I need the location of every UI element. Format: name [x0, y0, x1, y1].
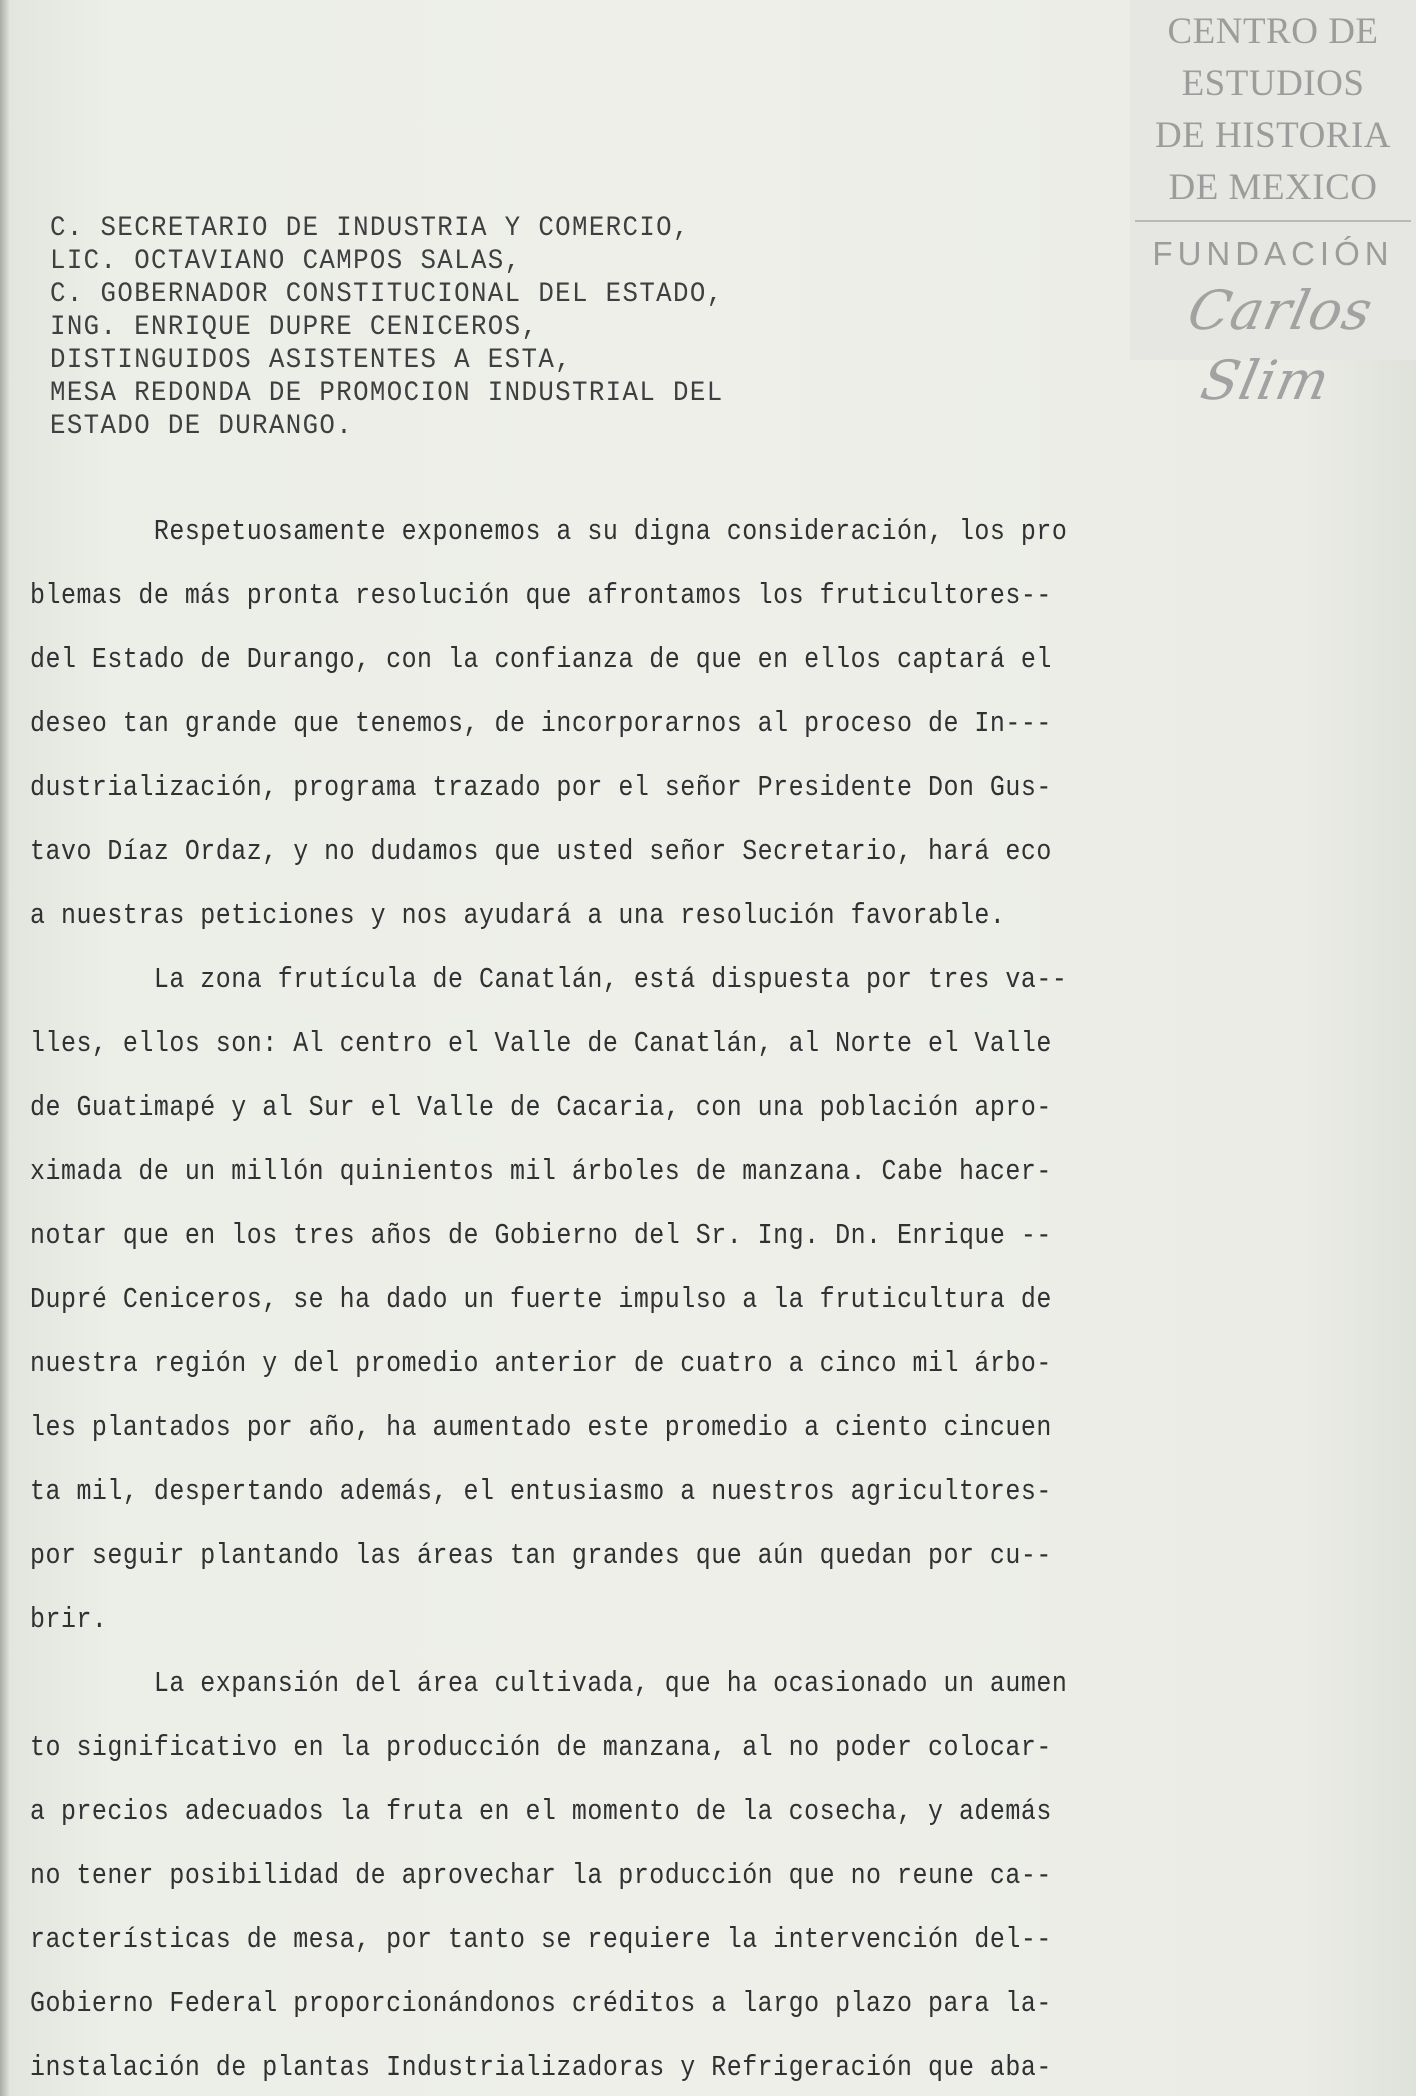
text-line: racterísticas de mesa, por tanto se requiere la intervención del-- — [30, 1923, 1052, 1956]
text-line: lles, ellos son: Al centro el Valle de Canatlán, al Norte el Valle — [30, 1027, 1052, 1060]
address-line: ESTADO DE DURANGO. — [50, 411, 354, 442]
institution-line: DE HISTORIA — [1154, 115, 1392, 156]
text-line: a precios adecuados la fruta en el momento de la cosecha, y además — [30, 1795, 1052, 1828]
text-line: tavo Díaz Ordaz, y no dudamos que usted señor Secretario, hará eco — [30, 835, 1052, 868]
text-line: del Estado de Durango, con la confianza de que en ellos captará el — [30, 643, 1052, 676]
address-line: C. SECRETARIO DE INDUSTRIA Y COMERCIO, — [50, 213, 690, 244]
paragraph-zona-fruticula — [30, 948, 1131, 1652]
paragraph-expansion — [30, 1652, 1131, 2096]
institution-line: ESTUDIOS — [1181, 63, 1365, 104]
institution-line: DE MEXICO — [1168, 167, 1378, 208]
text-line: les plantados por año, ha aumentado este promedio a ciento cincuen — [30, 1411, 1052, 1444]
text-line: blemas de más pronta resolución que afrontamos los fruticultores-- — [30, 579, 1052, 612]
text-line: Gobierno Federal proporcionándonos créditos a largo plazo para la- — [30, 1987, 1052, 2020]
text-line: ta mil, despertando además, el entusiasmo a nuestros agricultores- — [30, 1475, 1052, 1508]
stamp-divider — [1135, 220, 1411, 222]
letter-body — [30, 500, 1131, 2096]
page-edge-shadow — [0, 0, 10, 2096]
text-line: brir. — [30, 1603, 108, 1636]
foundation-label: FUNDACIÓN — [1152, 235, 1394, 272]
signature-logo: Carlos Slim — [1182, 279, 1379, 412]
text-line: La expansión del área cultivada, que ha ocasionado un aumen — [30, 1667, 1068, 1700]
text-line: nuestra región y del promedio anterior de cuatro a cinco mil árbo- — [30, 1347, 1052, 1380]
letter-address-block — [50, 212, 724, 443]
text-line: instalación de plantas Industrializadoras y Refrigeración que aba- — [30, 2051, 1052, 2084]
text-line: to significativo en la producción de manzana, al no poder colocar- — [30, 1731, 1052, 1764]
address-line: C. GOBERNADOR CONSTITUCIONAL DEL ESTADO, — [50, 279, 724, 310]
text-line: por seguir plantando las áreas tan grandes que aún quedan por cu-- — [30, 1539, 1052, 1572]
archive-stamp — [1130, 0, 1416, 412]
text-line: Dupré Ceniceros, se ha dado un fuerte impulso a la fruticultura de — [30, 1283, 1052, 1316]
text-line: Respetuosamente exponemos a su digna consideración, los pro — [30, 515, 1068, 548]
address-line: LIC. OCTAVIANO CAMPOS SALAS, — [50, 246, 522, 277]
address-line: ING. ENRIQUE DUPRE CENICEROS, — [50, 312, 539, 343]
paragraph-request — [30, 500, 1131, 948]
text-line: deseo tan grande que tenemos, de incorporarnos al proceso de In--- — [30, 707, 1052, 740]
text-line: a nuestras peticiones y nos ayudará a una resolución favorable. — [30, 899, 1006, 932]
institution-line: CENTRO DE — [1167, 11, 1379, 52]
text-line: de Guatimapé y al Sur el Valle de Cacaria, con una población apro- — [30, 1091, 1052, 1124]
text-line: no tener posibilidad de aprovechar la producción que no reune ca-- — [30, 1859, 1052, 1892]
institution-name — [1130, 0, 1416, 214]
address-line: DISTINGUIDOS ASISTENTES A ESTA, — [50, 345, 572, 376]
text-line: La zona frutícula de Canatlán, está dispuesta por tres va-- — [30, 963, 1068, 996]
text-line: ximada de un millón quinientos mil árboles de manzana. Cabe hacer- — [30, 1155, 1052, 1188]
address-line: MESA REDONDA DE PROMOCION INDUSTRIAL DEL — [50, 378, 724, 409]
text-line: dustrialización, programa trazado por el señor Presidente Don Gus- — [30, 771, 1052, 804]
text-line: notar que en los tres años de Gobierno del Sr. Ing. Dn. Enrique -- — [30, 1219, 1052, 1252]
